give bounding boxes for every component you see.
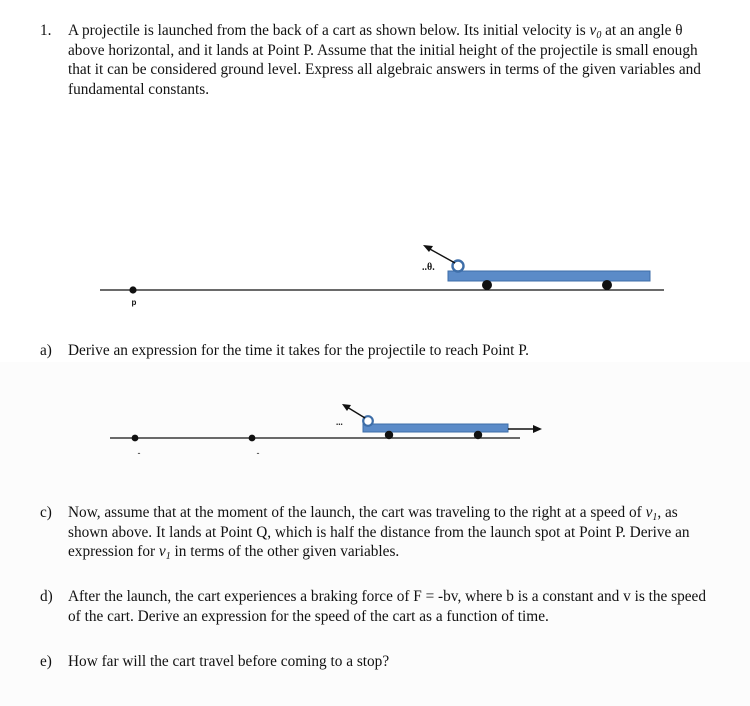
cart-wheel-front-2	[385, 431, 393, 439]
question-number: 1.	[40, 22, 52, 39]
point-q-marker	[249, 435, 256, 442]
angle-label: ..θ.	[422, 262, 435, 273]
part-c-text-b: , as shown above. It lands at Point Q, which is half the distance from the launch spot at Point P. Derive an expression for	[68, 504, 690, 560]
v1-symbol-repeat: v	[158, 543, 166, 560]
part-d-label: d)	[40, 588, 53, 605]
v1-symbol: v	[645, 504, 653, 521]
v1-subscript: 1	[652, 512, 658, 523]
velocity-vector-2	[347, 407, 365, 418]
part-e-label: e)	[40, 653, 52, 670]
point-p-label: p	[131, 298, 137, 307]
cart-body-2	[363, 424, 508, 432]
point-q-tick: -	[256, 448, 260, 458]
part-c-text-c: in terms of the other given variables.	[170, 543, 400, 560]
part-d-text: After the launch, the cart experiences a braking force of F = -bv, where b is a constant and v is the speed of the cart. Derive an expression for the speed of the cart as a function of time.	[68, 588, 706, 625]
v0-subscript: 0	[596, 30, 602, 41]
question-intro-b: at an angle θ above horizontal, and it lands at Point P. Assume that the initial height of the projectile is small enough that it can be considered ground level. Express all algebraic answers in terms of the given variables and fundamental constants.	[68, 22, 701, 98]
part-c-text-a: Now, assume that at the moment of the launch, the cart was traveling to the right at a speed of	[68, 504, 646, 521]
question-intro-a: A projectile is launched from the back of a cart as shown below. Its initial velocity is	[68, 22, 590, 39]
start-point-tick: -	[137, 448, 141, 458]
velocity-arrowhead-2	[342, 404, 351, 411]
v0-symbol: v	[589, 22, 597, 39]
part-a-text: Derive an expression for the time it takes for the projectile to reach Point P.	[68, 342, 529, 359]
v1-subscript-repeat: 1	[165, 551, 171, 562]
part-a-label: a)	[40, 342, 52, 359]
cart-velocity-arrowhead	[533, 425, 542, 433]
part-c-text	[68, 503, 718, 562]
part-c-label: c)	[40, 504, 52, 521]
part-e-text: How far will the cart travel before coming to a stop?	[68, 653, 390, 670]
cart-wheel-back-2	[474, 431, 482, 439]
start-point-marker	[132, 435, 139, 442]
angle-label-2: ...	[336, 417, 343, 427]
